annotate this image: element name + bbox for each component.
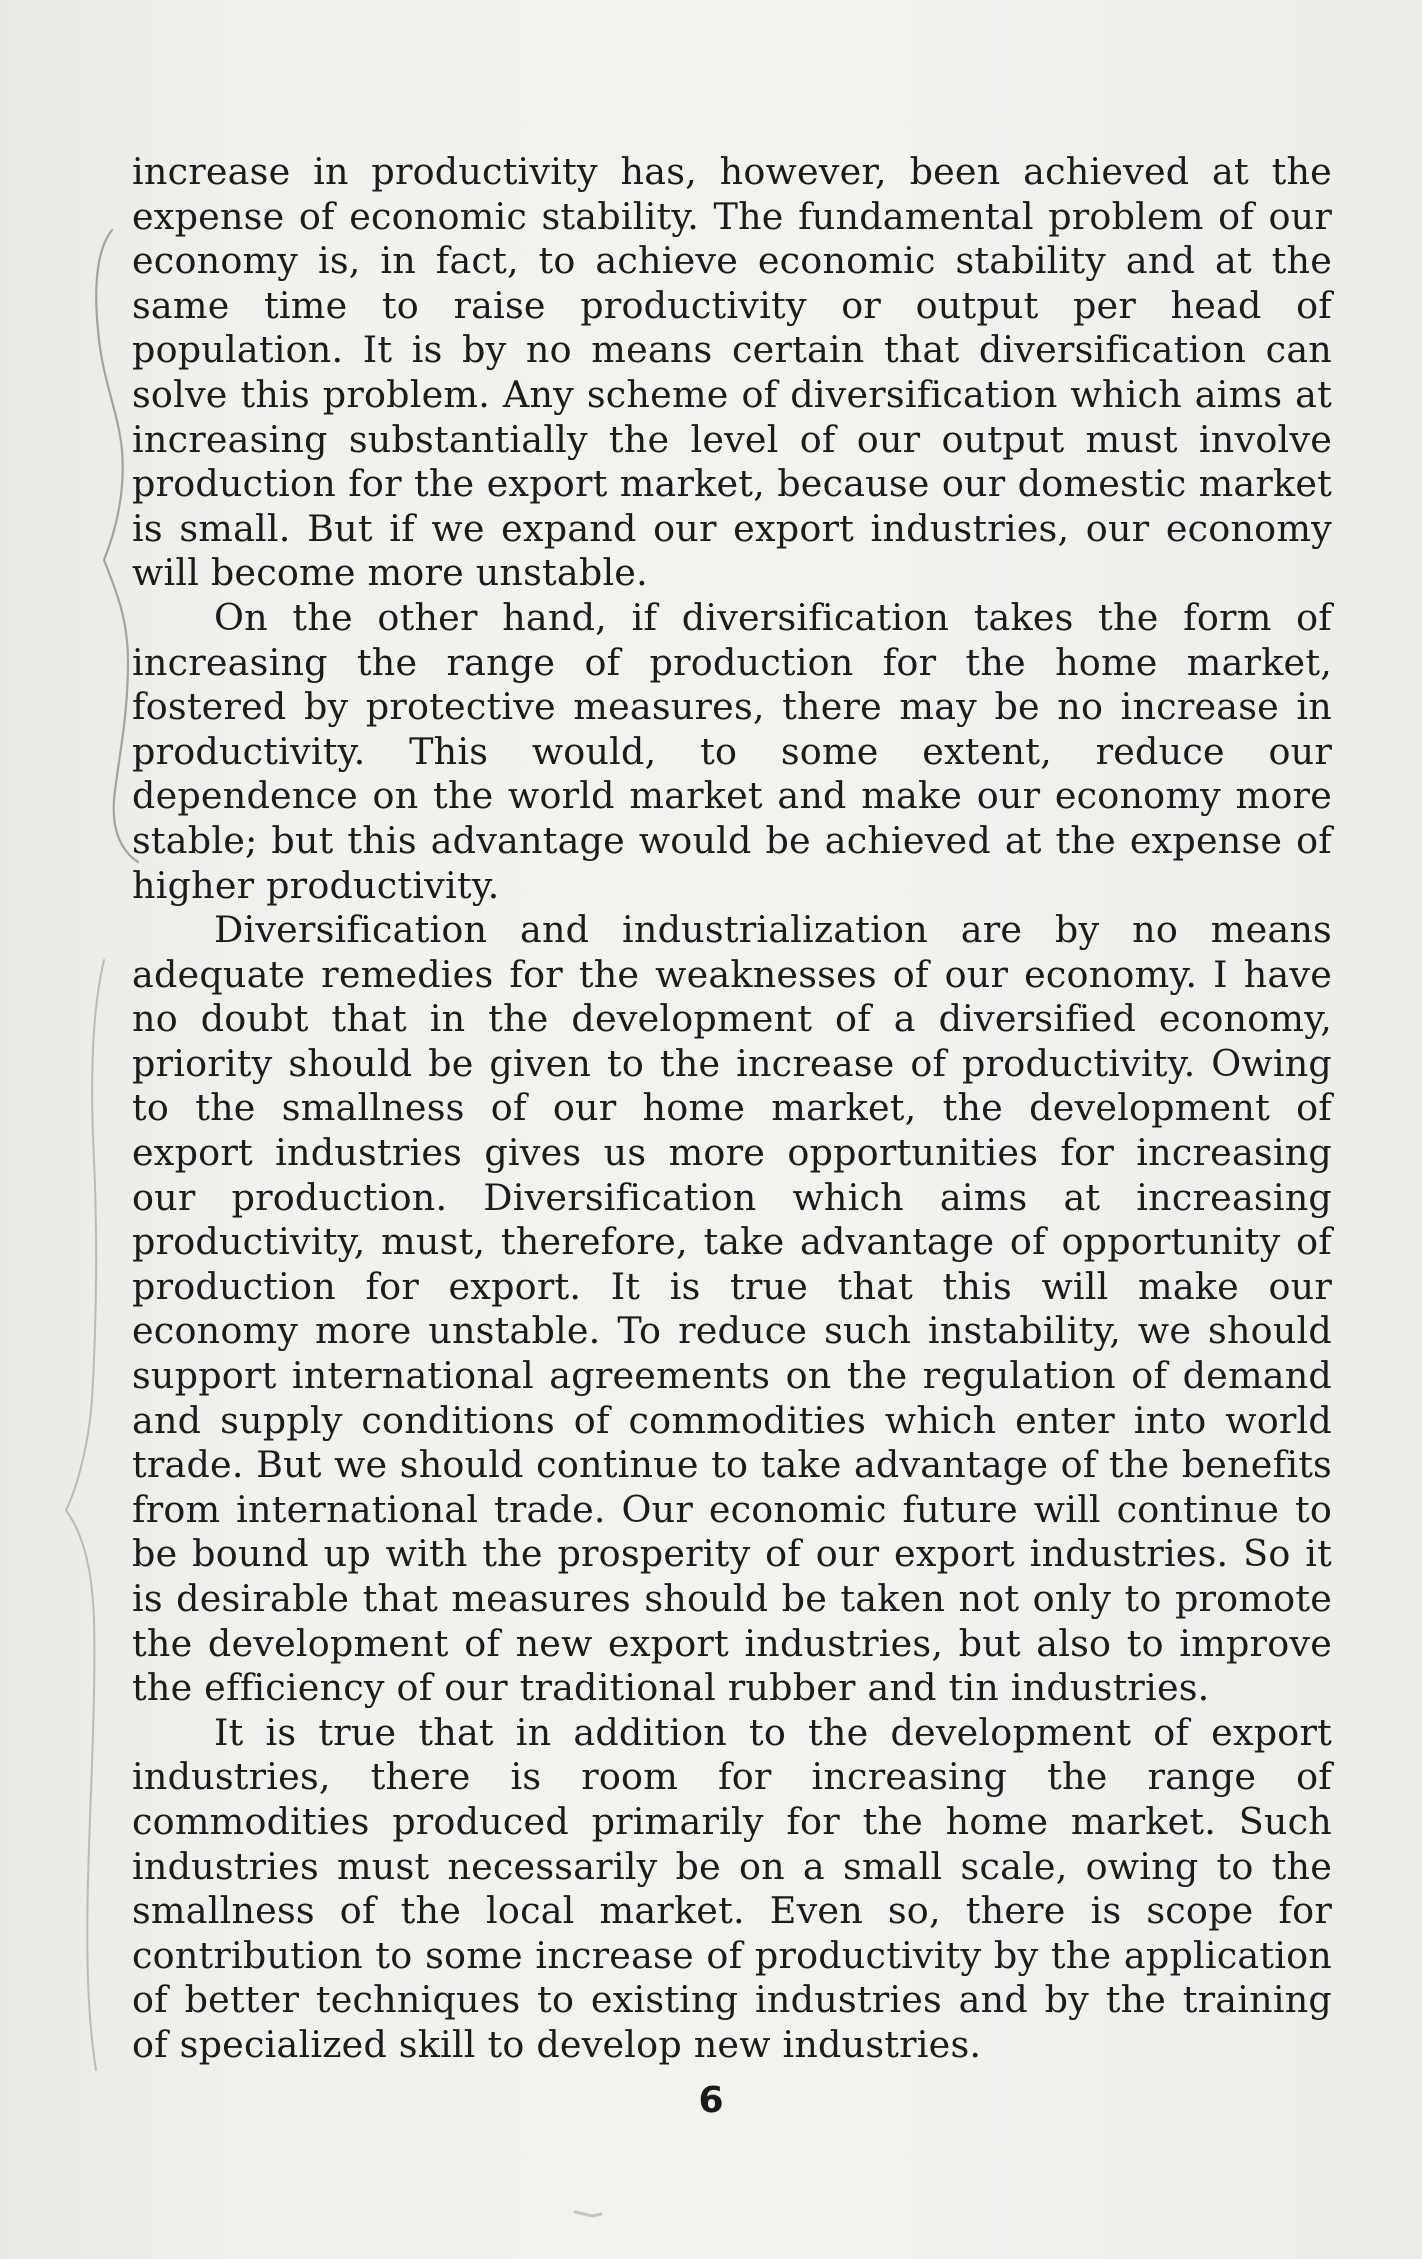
page-number: 6 [698, 2080, 724, 2121]
body-text [132, 150, 1332, 2068]
paragraph-1: increase in productivity has, however, been achieved at the expense of economic stability. The fundamental problem of our economy is, in fact, to achieve economic stability and at the same time to raise productivity or output per head of population. It is by no means certain that diversification can solve this problem. Any scheme of diversification which aims at increasing substantially the level of our output must involve production for the export market, because our domestic market is small. But if we expand our export industries, our economy will become more unstable. [132, 150, 1332, 595]
pencil-bracket-lower [66, 960, 104, 2070]
paragraph-3: Diversification and industrialization are by no means adequate remedies for the weaknesses of our economy. I have no doubt that in the development of a diversified economy, priority should be given to the increase of productivity. Owing to the smallness of our home market, the development of export industries gives us more opportunities for increasing our production. Diversification which aims at increasing productivity, must, therefore, take advantage of opportunity of production for export. It is true that this will make our economy more unstable. To reduce such instability, we should support international agreements on the regulation of demand and supply conditions of commodities which enter into world trade. But we should continue to take advantage of the benefits from international trade. Our economic future will continue to be bound up with the prosperity of our export industries. So it is desirable that measures should be taken not only to promote the development of new export industries, but also to improve the efficiency of our traditional rubber and tin industries. [132, 908, 1332, 1710]
pencil-smudge [575, 2212, 601, 2216]
paragraph-2: On the other hand, if diversification takes the form of increasing the range of production for the home market, fostered by protective measures, there may be no increase in productivity. This would, to some extent, reduce our dependence on the world market and make our economy more stable; but this advantage would be achieved at the expense of higher productivity. [132, 595, 1332, 907]
paragraph-4: It is true that in addition to the development of export industries, there is room for increasing the range of commodities produced primarily for the home market. Such industries must necessarily be on a small scale, owing to the smallness of the local market. Even so, there is scope for contribution to some increase of productivity by the application of better techniques to existing industries and by the training of specialized skill to develop new industries. [132, 1710, 1332, 2066]
